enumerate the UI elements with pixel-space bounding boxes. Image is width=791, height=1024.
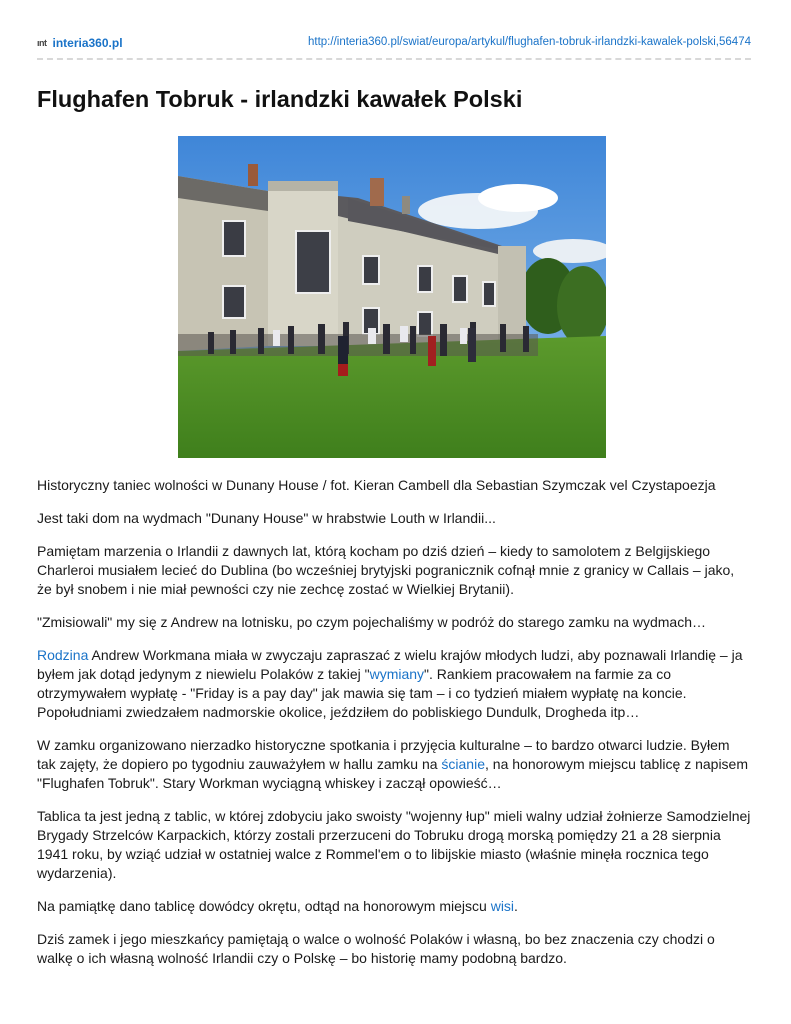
paragraph-text: W zamku organizowano nierzadko historyczne spotkania i przyjęcia kulturalne – to bardzo otwarci ludzie. Byłem tak zajęty, że dopiero po tygodniu zauważyłem w hallu zamku na: [37, 737, 730, 772]
rodzina-link[interactable]: Rodzina: [37, 647, 89, 663]
scianie-link[interactable]: ścianie: [441, 756, 485, 772]
paragraph: [37, 646, 751, 722]
paragraph: [37, 736, 751, 793]
site-logo[interactable]: [37, 36, 123, 50]
article-photo: [178, 136, 606, 458]
photo-caption: Historyczny taniec wolności w Dunany House / fot. Kieran Cambell dla Sebastian Szymczak vel Czystapoezja: [37, 477, 716, 493]
paragraph: [37, 897, 751, 916]
paragraph: "Zmisiowali" my się z Andrew na lotnisku, po czym pojechaliśmy w podróż do starego zamku na wydmach…: [37, 614, 706, 630]
article-url-link[interactable]: http://interia360.pl/swiat/europa/artykul/flughafen-tobruk-irlandzki-kawalek-polski,56474: [308, 36, 751, 48]
paragraph: Tablica ta jest jedną z tablic, w której zdobyciu jako swoisty "wojenny łup" mieli walny udział żołnierze Samodzielnej Brygady Strzelców Karpackich, którzy zostali przerzuceni do Tobruku drogą morską pomiędzy 21 a 28 sierpnia 1941 roku, by wziąć udział w ostatniej walce z Rommel'em o to libijskie miasto (właśnie minęła rocznica tego wydarzenia).: [37, 808, 751, 881]
page-header: [37, 36, 751, 56]
paragraph: Jest taki dom na wydmach "Dunany House" w hrabstwie Louth w Irlandii...: [37, 510, 496, 526]
header-divider: [37, 58, 751, 60]
site-name-link[interactable]: interia360.pl: [52, 36, 123, 50]
paragraph-text: ". Rankiem pracowałem na farmie za co otrzymywałem wypłatę - "Friday is a pay day" jak mawia się tam – i co tydzień miałem wypłatę na koncie. Popołudniami zwiedzałem nadmorskie okolice, jeździłem do pobliskiego Dundulk, Drogheda itp…: [37, 666, 687, 720]
wymiany-link[interactable]: wymiany: [369, 666, 425, 682]
interia-logo-icon: ınt: [37, 38, 47, 48]
paragraph-text: , na honorowym miejscu tablicę z napisem "Flughafen Tobruk". Stary Workman wyciągną whiskey i zaczął opowieść…: [37, 756, 749, 791]
paragraph: Dziś zamek i jego mieszkańcy pamiętają o walce o wolność Polaków i własną, bo bez znaczenia czy chodzi o walkę o ich własną wolność Irlandii czy o Polskę – bo historię mamy podobną bardzo.: [37, 931, 715, 966]
paragraph: Pamiętam marzenia o Irlandii z dawnych lat, którą kocham po dziś dzień – kiedy to samolotem z Belgijskiego Charleroi musiałem lecieć do Dublina (bo wcześniej brytyjski pogranicznik cofnął mnie z granicy w Callais – jako, że był snobem i nie miał pewności czy nie zechcę zostać w Wielkiej Brytanii).: [37, 543, 735, 597]
paragraph-text: Na pamiątkę dano tablicę dowódcy okrętu, odtąd na honorowym miejscu: [37, 898, 491, 914]
dunany-house-photo: [178, 136, 606, 458]
paragraph-text: .: [514, 898, 518, 914]
paragraph-text: Andrew Workmana miała w zwyczaju zapraszać z wielu krajów młodych ludzi, aby poznawali Irlandię – ja byłem jak dotąd jedynym z niewielu Polaków z takiej ": [37, 647, 743, 682]
article-title: Flughafen Tobruk - irlandzki kawałek Polski: [37, 86, 523, 112]
wisi-link[interactable]: wisi: [490, 898, 515, 914]
article-body: [37, 476, 751, 982]
